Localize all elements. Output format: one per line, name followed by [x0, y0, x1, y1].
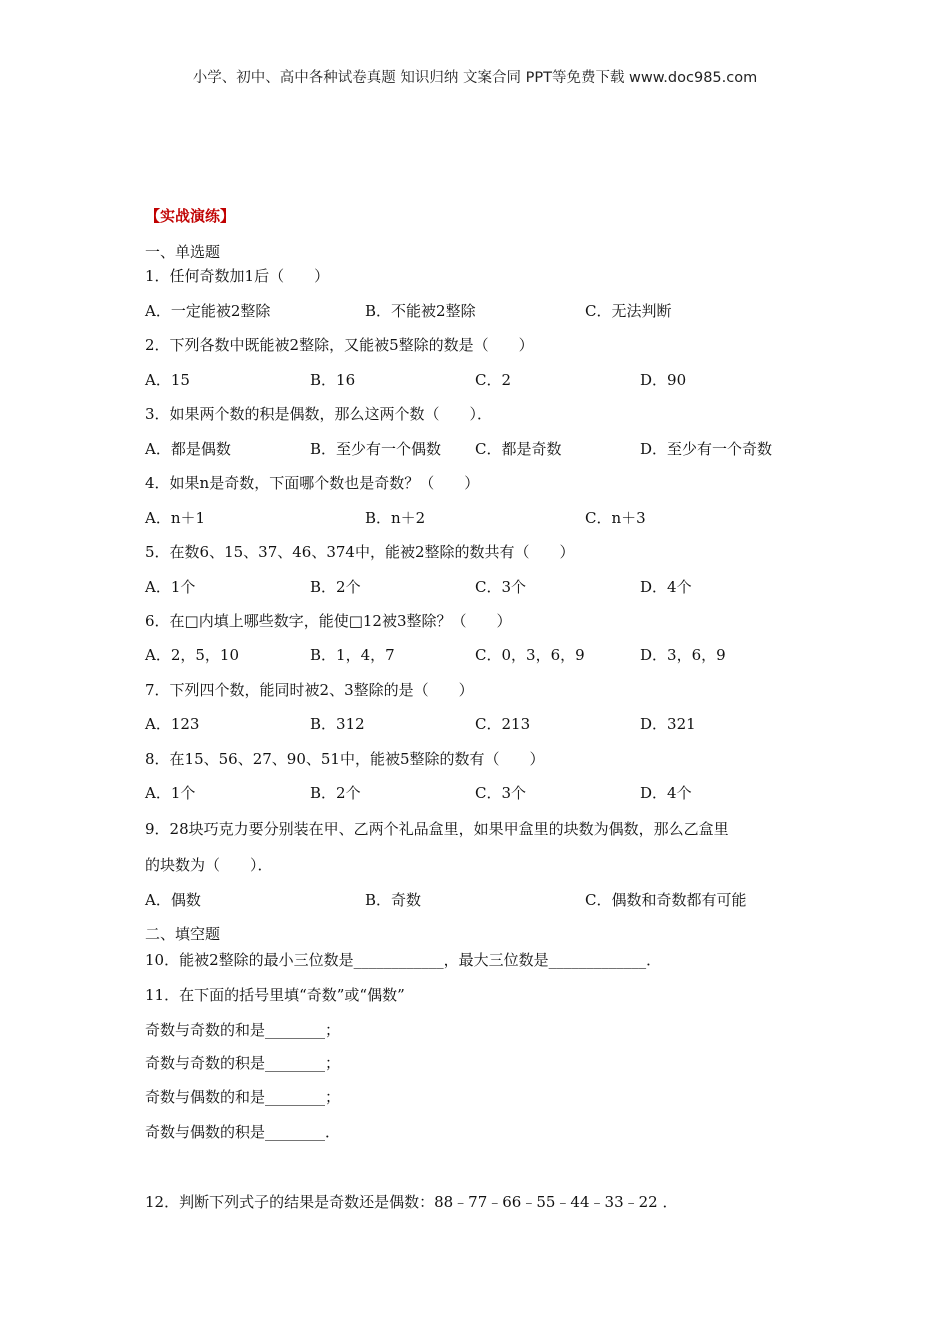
question-11-line-4: 奇数与偶数的积是________． [145, 1123, 341, 1141]
option-a: A．都是偶数 [145, 440, 231, 458]
option-b: B．2个 [310, 578, 361, 596]
option-a: A．1个 [145, 784, 196, 802]
option-d: D．3，6，9 [640, 646, 726, 664]
option-c: C．3个 [475, 784, 527, 802]
option-b: B．奇数 [365, 891, 422, 909]
option-c: C．n＋3 [585, 509, 646, 527]
question-11-line-2: 奇数与奇数的积是________； [145, 1054, 341, 1072]
option-b: B．n＋2 [365, 509, 426, 527]
option-a: A．一定能被2整除 [145, 302, 271, 320]
question-5: 5．在数6、15、37、46、374中，能被2整除的数共有（ ） [145, 543, 575, 561]
option-a: A．偶数 [145, 891, 201, 909]
option-b: B．至少有一个偶数 [310, 440, 442, 458]
option-c: C．都是奇数 [475, 440, 562, 458]
option-c: C．无法判断 [585, 302, 672, 320]
option-c: C．213 [475, 715, 531, 733]
part2-title: 二、填空题 [145, 925, 221, 943]
question-3: 3．如果两个数的积是偶数，那么这两个数（ ）． [145, 405, 493, 423]
question-9-line-2: 的块数为（ ）． [145, 856, 273, 874]
question-11-line-1: 奇数与奇数的和是________； [145, 1021, 341, 1039]
option-a: A．15 [145, 371, 190, 389]
question-6: 6．在□内填上哪些数字，能使□12被3整除？（ ） [145, 612, 512, 630]
option-d: D．321 [640, 715, 696, 733]
option-b: B．16 [310, 371, 356, 389]
question-2: 2．下列各数中既能被2整除，又能被5整除的数是（ ） [145, 336, 534, 354]
option-c: C．偶数和奇数都有可能 [585, 891, 747, 909]
question-7: 7．下列四个数，能同时被2、3整除的是（ ） [145, 681, 474, 699]
question-11: 11．在下面的括号里填“奇数”或“偶数” [145, 986, 405, 1004]
option-a: A．2，5，10 [145, 646, 240, 664]
question-12: 12．判断下列式子的结果是奇数还是偶数：88﹣77﹣66﹣55﹣44﹣33﹣22 ． [145, 1193, 678, 1211]
option-d: D．90 [640, 371, 687, 389]
question-9-line-1: 9．28块巧克力要分别装在甲、乙两个礼品盒里，如果甲盒里的块数为偶数，那么乙盒里 [145, 820, 729, 838]
part1-title: 一、单选题 [145, 243, 221, 261]
option-b: B．312 [310, 715, 365, 733]
question-1: 1．任何奇数加1后（ ） [145, 267, 330, 285]
question-8: 8．在15、56、27、90、51中，能被5整除的数有（ ） [145, 750, 545, 768]
option-a: A．1个 [145, 578, 196, 596]
option-d: D．4个 [640, 784, 692, 802]
option-b: B．2个 [310, 784, 361, 802]
option-b: B．1，4，7 [310, 646, 395, 664]
question-4: 4．如果n是奇数，下面哪个数也是奇数？（ ） [145, 474, 480, 492]
question-10: 10．能被2整除的最小三位数是____________，最大三位数是_____________． [145, 951, 662, 969]
option-c: C．2 [475, 371, 512, 389]
option-a: A．n＋1 [145, 509, 206, 527]
question-11-line-3: 奇数与偶数的和是________； [145, 1088, 341, 1106]
option-c: C．3个 [475, 578, 527, 596]
section-title: 【实战演练】 [145, 207, 236, 225]
option-b: B．不能被2整除 [365, 302, 476, 320]
option-c: C．0，3，6，9 [475, 646, 585, 664]
option-d: D．4个 [640, 578, 692, 596]
option-a: A．123 [145, 715, 200, 733]
option-d: D．至少有一个奇数 [640, 440, 773, 458]
page-header: 小学、初中、高中各种试卷真题 知识归纳 文案合同 PPT等免费下载 www.doc985.com [192, 70, 758, 86]
